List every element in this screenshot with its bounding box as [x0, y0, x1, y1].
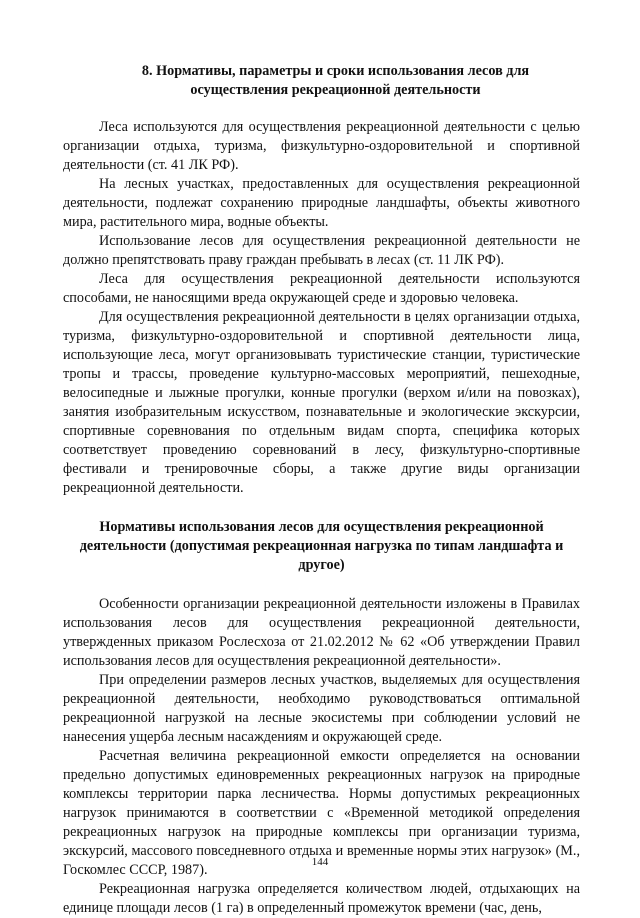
subsection-title: Нормативы использования лесов для осуществления рекреационной деятельности (допустимая рекреационная нагрузка по типам ландшафта и другое) [79, 519, 564, 573]
paragraph: На лесных участках, предоставленных для осуществления рекреационной деятельности, подлежат сохранению природные ландшафты, объекты животного мира, растительного мира, водные объекты. [63, 176, 580, 230]
section-body [63, 118, 580, 498]
paragraph: Особенности организации рекреационной деятельности изложены в Правилах использования лесов для осуществления рекреационной деятельности, утвержденных приказом Рослесхоза от 21.02.2012 № 62 «Об утверждении Правил использования лесов для осуществления рекреационной деятельности». [63, 596, 580, 669]
paragraph: Леса используются для осуществления рекреационной деятельности с целью организации отдыха, туризма, физкультурно-оздоровительной и спортивной деятельности (ст. 41 ЛК РФ). [63, 119, 580, 173]
section-title: 8. Нормативы, параметры и сроки использования лесов для осуществления рекреационной деятельности [141, 63, 530, 98]
paragraph: Расчетная величина рекреационной емкости определяется на основании предельно допустимых единовременных рекреационных нагрузок на природные комплексы территории парка лесничества. Нормы допустимых рекреационных нагрузок принимаются в соответствии с «Временной методикой определения рекреационных нагрузок на природные комплексы при организации туризма, экскурсий, массового повседневного отдыха и временные нормы этих нагрузок» (М., Госкомлес СССР, 1987). [63, 748, 580, 878]
subsection-body [63, 595, 580, 918]
page-number: 144 [311, 856, 329, 868]
paragraph: Леса для осуществления рекреационной деятельности используются способами, не наносящими вреда окружающей среде и здоровью человека. [63, 271, 580, 306]
paragraph: Использование лесов для осуществления рекреационной деятельности не должно препятствовать праву граждан пребывать в лесах (ст. 11 ЛК РФ). [63, 233, 580, 268]
page-content [63, 62, 580, 918]
paragraph: При определении размеров лесных участков, выделяемых для осуществления рекреационной деятельности, необходимо руководствоваться оптимальной рекреационной нагрузкой на лесные экосистемы при соблюдении условий не нанесения ущерба лесным насаждениям и окружающей среде. [63, 672, 580, 745]
paragraph: Рекреационная нагрузка определяется количеством людей, отдыхающих на единице площади лесов (1 га) в определенный промежуток времени (час, день, [63, 881, 580, 916]
paragraph: Для осуществления рекреационной деятельности в целях организации отдыха, туризма, физкультурно-оздоровительной и спортивной деятельности лица, использующие леса, могут организовывать туристические станции, туристические тропы и трассы, проведение культурно-массовых мероприятий, пешеходные, велосипедные и лыжные прогулки, конные прогулки (верхом и/или на повозках), занятия изобразительным искусством, познавательные и экологические экскурсии, спортивные соревнования по отдельным видам спорта, специфика которых соответствует проведению соревнований в лесу, физкультурно-спортивные фестивали и тренировочные сборы, а также другие виды организации рекреационной деятельности. [63, 309, 580, 496]
